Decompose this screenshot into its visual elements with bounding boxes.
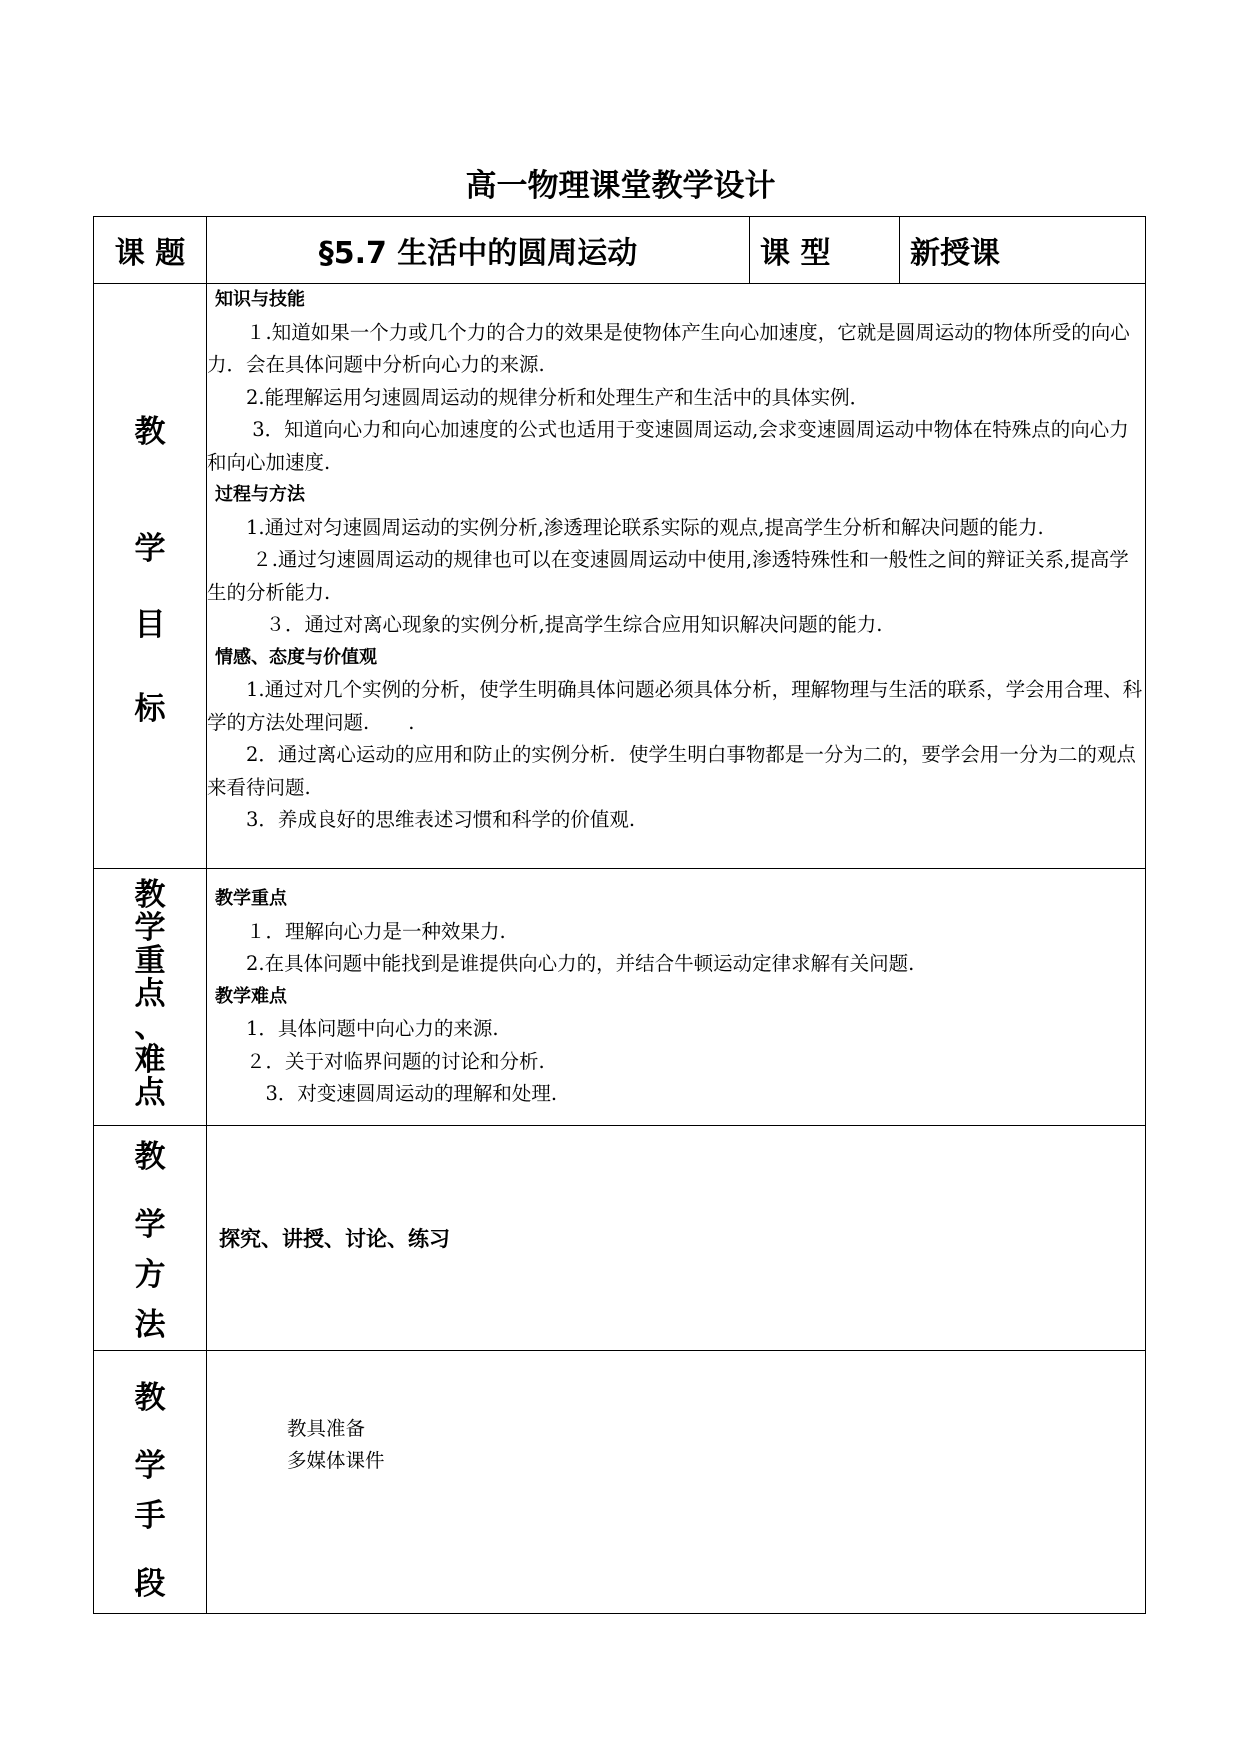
section-heading: 过程与方法: [215, 484, 305, 505]
objective-item: 2．通过离心运动的应用和防止的实例分析．使学生明白事物都是一分为二的，要学会用一分为二的观点来看待问题.: [207, 743, 1136, 799]
header-row: [94, 217, 1146, 284]
means-row: [94, 1351, 1146, 1614]
key-points-row: [94, 869, 1146, 1126]
key-point-item: １．理解向心力是一种效果力.: [207, 919, 506, 943]
difficulty-item: 1．具体问题中向心力的来源.: [207, 1017, 499, 1040]
difficulty-item: ２．关于对临界问题的讨论和分析.: [207, 1049, 545, 1073]
objective-item: 2.能理解运用匀速圆周运动的规律分析和处理生产和生活中的具体实例．: [207, 385, 870, 409]
type-value: 新授课: [900, 217, 1146, 284]
means-item: 多媒体课件: [287, 1449, 385, 1472]
type-label: 课 型: [750, 217, 900, 284]
methods-content: 探究、讲授、讨论、练习: [207, 1126, 1146, 1351]
objective-item: ２.通过匀速圆周运动的规律也可以在变速圆周运动中使用,渗透特殊性和一般性之间的辩证关系,提高学生的分析能力.: [207, 548, 1129, 604]
objectives-content: [207, 284, 1146, 869]
methods-label: 教 学 方 法: [94, 1126, 207, 1351]
objective-item: 1.通过对匀速圆周运动的实例分析,渗透理论联系实际的观点,提高学生分析和解决问题的能力.: [207, 515, 1044, 539]
difficulty-item: 3．对变速圆周运动的理解和处理.: [207, 1082, 558, 1105]
methods-row: [94, 1126, 1146, 1351]
means-content: [207, 1351, 1146, 1614]
objective-item: ３．通过对离心现象的实例分析,提高学生综合应用知识解决问题的能力.: [207, 613, 883, 636]
objective-item: 3．知道向心力和向心加速度的公式也适用于变速圆周运动,会求变速圆周运动中物体在特殊点的向心力和向心加速度.: [207, 418, 1129, 474]
key-point-item: 2.在具体问题中能找到是谁提供向心力的，并结合牛顿运动定律求解有关问题.: [207, 952, 915, 975]
topic-value: §5.7 生活中的圆周运动: [207, 217, 750, 284]
key-points-label: 教 学 重 点 、 难 点: [94, 869, 207, 1126]
objective-item: 3．养成良好的思维表述习惯和科学的价值观.: [207, 808, 636, 831]
objectives-row: [94, 284, 1146, 869]
objective-item: 1.通过对几个实例的分析，使学生明确具体问题必须具体分析，理解物理与生活的联系，学会用合理、科学的方法处理问题. .: [207, 678, 1143, 734]
objective-item: １.知道如果一个力或几个力的合力的效果是使物体产生向心加速度，它就是圆周运动的物体所受的向心力．会在具体问题中分析向心力的来源.: [207, 320, 1130, 376]
section-heading: 教学难点: [215, 985, 287, 1007]
key-points-content: [207, 869, 1146, 1126]
objectives-label: 教 学 目 标: [94, 284, 207, 869]
means-item: 教具准备: [287, 1417, 366, 1440]
section-heading: 情感、态度与价值观: [215, 646, 377, 668]
means-label: 教 学 手 段: [94, 1351, 207, 1614]
section-heading: 知识与技能: [215, 289, 305, 310]
topic-label: 课 题: [94, 217, 207, 284]
page-title: 高一物理课堂教学设计: [465, 168, 776, 204]
lesson-plan-table: [93, 216, 1146, 1614]
section-heading: 教学重点: [215, 888, 287, 909]
